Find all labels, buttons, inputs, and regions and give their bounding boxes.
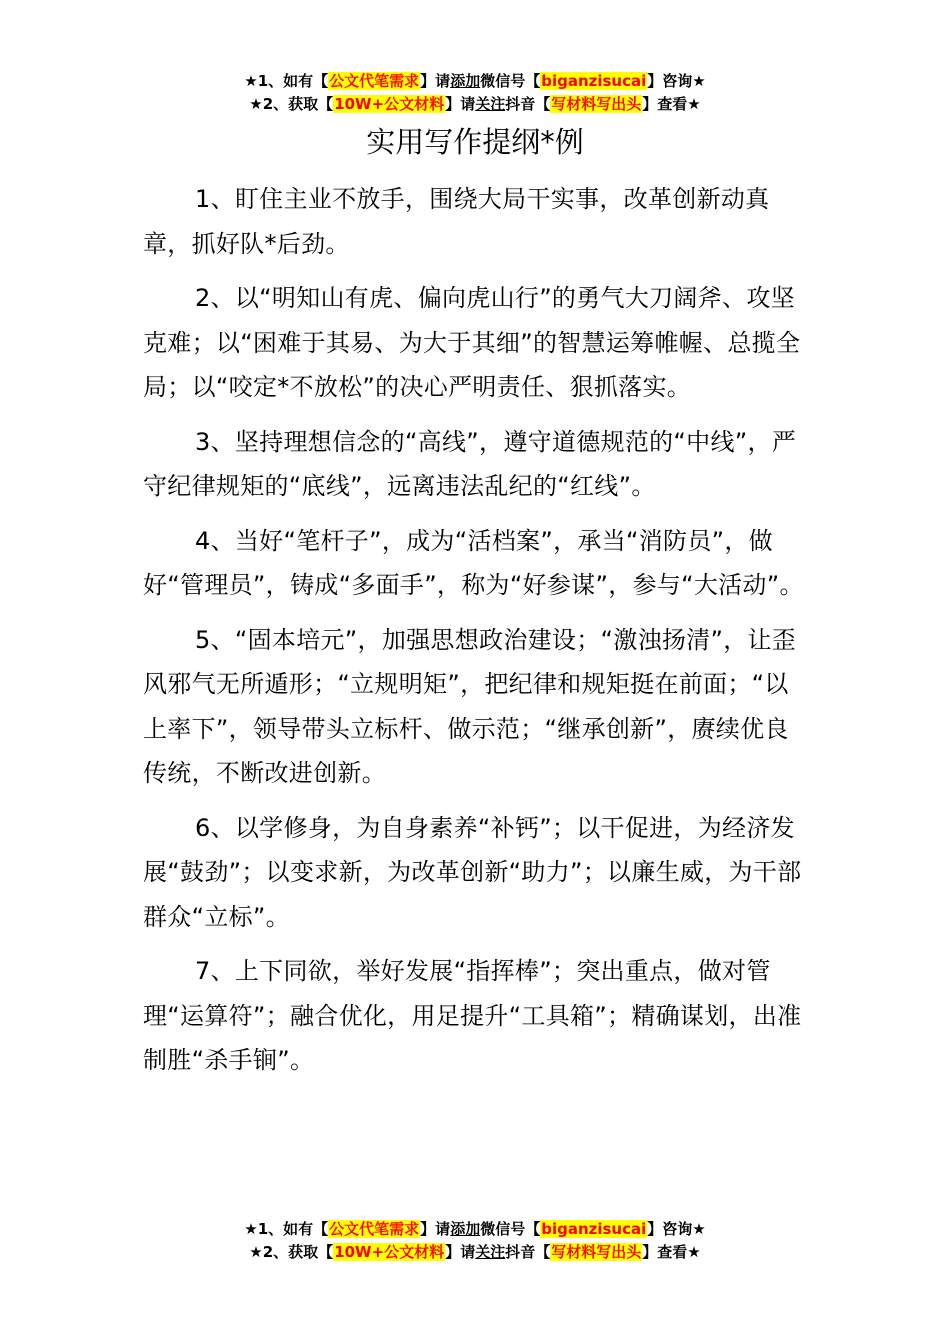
paragraph-1: 1、盯住主业不放手，围绕大局干实事，改革创新动真章，抓好队*后劲。 xyxy=(143,185,770,258)
paragraph-2: 2、以“明知山有虎、偏向虎山行”的勇气大刀阔斧、攻坚克难；以“困难于其易、为大于其细”的智慧运筹帷幄、总揽全局；以“咬定*不放松”的决心严明责任、狠抓落实。 xyxy=(143,284,801,401)
highlight-materials: 10W+公文材料 xyxy=(334,95,445,113)
bottom-banner xyxy=(0,1218,950,1264)
paragraph-3: 3、坚持理想信念的“高线”，遵守道德规范的“中线”，严守纪律规矩的“底线”，远离违法乱纪的“红线”。 xyxy=(143,427,797,500)
document-body xyxy=(143,177,808,1093)
paragraph-4: 4、当好“笔杆子”，成为“活档案”，承当“消防员”，做好“管理员”，铸成“多面手”，称为“好参谋”，参与“大活动”。 xyxy=(143,526,804,599)
banner-line-1: ★1、如有【公文代笔需求】请添加微信号【biganzisucai】咨询★ xyxy=(244,72,706,90)
highlight-service: 公文代笔需求 xyxy=(329,1220,420,1238)
highlight-materials: 10W+公文材料 xyxy=(334,1243,445,1261)
highlight-douyin: 写材料写出头 xyxy=(551,95,642,113)
banner-line-1: ★1、如有【公文代笔需求】请添加微信号【biganzisucai】咨询★ xyxy=(244,1220,706,1238)
highlight-wechat-id: biganzisucai xyxy=(541,1220,647,1238)
highlight-douyin: 写材料写出头 xyxy=(551,1243,642,1261)
paragraph-6: 6、以学修身，为自身素养“补钙”；以干促进，为经济发展“鼓劲”；以变求新，为改革创新“助力”；以廉生威，为干部群众“立标”。 xyxy=(143,813,802,931)
banner-line-2: ★2、获取【10W+公文材料】请关注抖音【写材料写出头】查看★ xyxy=(249,1243,701,1261)
paragraph-7: 7、上下同欲，举好发展“指挥棒”；突出重点，做对管理“运算符”；融合优化，用足提升“工具箱”；精确谋划，出准制胜“杀手锏”。 xyxy=(143,957,802,1074)
paragraph-5: 5、“固本培元”，加强思想政治建设；“激浊扬清”，让歪风邪气无所遁形；“立规明矩”，把纪律和规矩挺在前面；“以上率下”，领导带头立标杆、做示范；“继承创新”，赓续优良传统，不断改进创新。 xyxy=(143,625,797,787)
highlight-service: 公文代笔需求 xyxy=(329,72,420,90)
highlight-wechat-id: biganzisucai xyxy=(541,72,647,90)
document-title: 实用写作提纲*例 xyxy=(366,125,584,159)
banner-line-2: ★2、获取【10W+公文材料】请关注抖音【写材料写出头】查看★ xyxy=(249,95,701,113)
top-banner xyxy=(0,70,950,116)
